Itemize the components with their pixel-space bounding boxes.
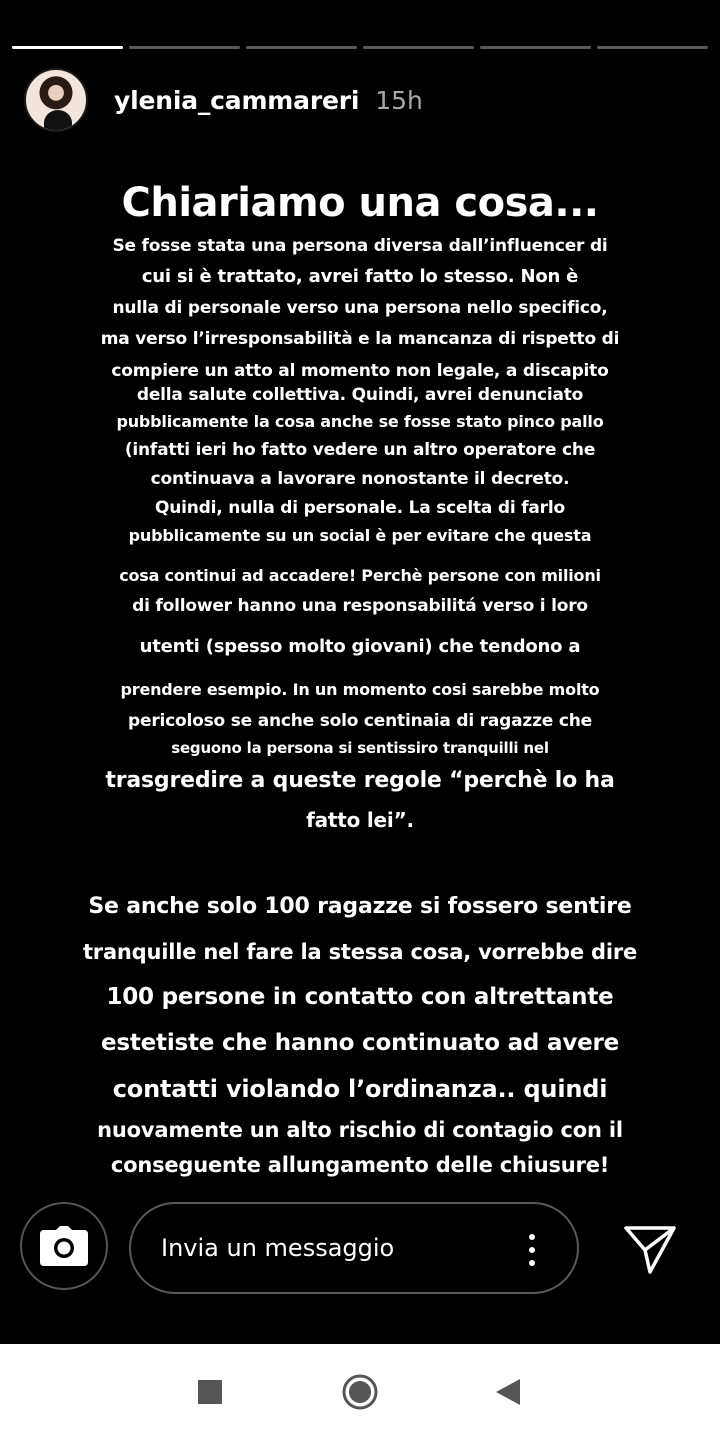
text-line: conseguente allungamento delle chiusure!	[110, 1153, 610, 1177]
text-line: (infatti ieri ho fatto vedere un altro operatore che	[124, 440, 596, 460]
camera-icon	[40, 1226, 88, 1266]
text-line: continuava a lavorare nonostante il decreto.	[150, 469, 570, 489]
story-progress-segment	[129, 46, 240, 49]
back-button[interactable]	[488, 1372, 528, 1412]
recents-square-icon	[198, 1380, 222, 1404]
more-vertical-icon	[529, 1247, 535, 1253]
text-line: compiere un atto al momento non legale, a discapito	[111, 361, 609, 381]
camera-button[interactable]	[20, 1202, 108, 1290]
more-vertical-icon	[529, 1260, 535, 1266]
text-line: Se fosse stata una persona diversa dall’influencer di	[112, 236, 608, 256]
text-line: fatto lei”.	[306, 808, 414, 832]
text-line: seguono la persona si sentissiro tranquilli nel	[171, 739, 549, 757]
text-line: di follower hanno una responsabilitá verso i loro	[132, 596, 588, 616]
story-title: Chiariamo una cosa...	[121, 180, 599, 226]
text-line: tranquille nel fare la stessa cosa, vorrebbe dire	[82, 940, 638, 964]
home-circle-icon	[341, 1373, 379, 1411]
story-progress-segment	[246, 46, 357, 49]
text-line: pericoloso se anche solo centinaia di ragazze che	[128, 711, 592, 731]
send-icon	[620, 1222, 680, 1278]
message-input[interactable]	[161, 1234, 501, 1262]
message-box[interactable]	[129, 1202, 579, 1294]
story-progress-fill	[12, 46, 123, 49]
text-line: estetiste che hanno continuato ad avere	[100, 1030, 620, 1056]
text-line: ma verso l’irresponsabilità e la mancanza di rispetto di	[100, 329, 620, 349]
avatar[interactable]	[24, 68, 88, 132]
back-triangle-icon	[496, 1379, 520, 1405]
home-button[interactable]	[340, 1372, 380, 1412]
more-vertical-icon	[529, 1234, 535, 1240]
text-line: 100 persone in contatto con altrettante	[106, 984, 614, 1010]
text-line: cui si è trattato, avrei fatto lo stesso. Non è	[141, 266, 579, 287]
recents-button[interactable]	[190, 1372, 230, 1412]
story-header	[24, 68, 423, 132]
story-progress-segment	[597, 46, 708, 49]
text-line: prendere esempio. In un momento cosi sarebbe molto	[120, 680, 600, 699]
text-line: utenti (spesso molto giovani) che tendono a	[139, 636, 581, 657]
text-line: nuovamente un alto rischio di contagio con il	[97, 1118, 623, 1142]
username[interactable]: ylenia_cammareri	[114, 85, 360, 115]
story-progress-segment	[480, 46, 591, 49]
post-time: 15h	[375, 85, 423, 115]
text-line: Quindi, nulla di personale. La scelta di farlo	[155, 498, 565, 518]
text-line: pubblicamente la cosa anche se fosse stato pinco pallo	[116, 412, 604, 431]
more-options-button[interactable]	[527, 1234, 537, 1266]
send-button[interactable]	[620, 1222, 680, 1278]
system-nav-bar	[0, 1344, 720, 1440]
text-line: Se anche solo 100 ragazze si fossero sentire	[88, 894, 632, 919]
text-line: contatti violando l’ordinanza.. quindi	[112, 1075, 608, 1103]
text-line: trasgredire a queste regole “perchè lo ha	[105, 768, 615, 793]
text-line: pubblicamente su un social è per evitare che questa	[128, 526, 592, 545]
text-line: della salute collettiva. Quindi, avrei denunciato	[136, 385, 584, 405]
text-line: nulla di personale verso una persona nello specifico,	[112, 298, 608, 318]
story-progress-segment	[363, 46, 474, 49]
story-progress-bar	[12, 46, 708, 50]
text-line: cosa continui ad accadere! Perchè persone con milioni	[119, 566, 601, 585]
story-progress-segment	[12, 46, 123, 49]
